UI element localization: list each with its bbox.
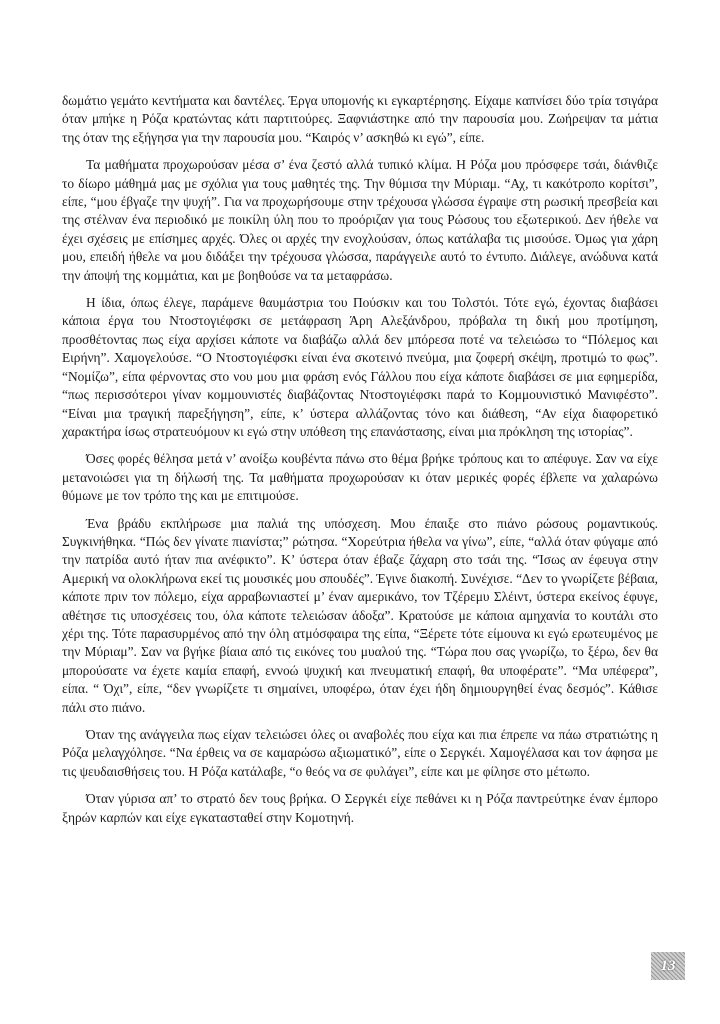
paragraph-7: Όταν γύρισα απ’ το στρατό δεν τους βρήκα. Ο Σεργκέι είχε πεθάνει κι η Ρόζα παντρεύτηκε έναν έμπορο ξηρών καρπών και είχε εγκατασταθεί στην Κομοτηνή.: [62, 791, 658, 825]
paragraph-4: Όσες φορές θέλησα μετά ν’ ανοίξω κουβέντα πάνω στο θέμα βρήκε τρόπους και το απέφυγε. Σαν να είχε μετανοιώσει για τη δήλωσή της. Τα μαθήματα προχωρούσαν κι όταν μερικές φορές έβλεπε να χαλαρώνω θύμωνε με τον τρόπο της και με επιτιμούσε.: [62, 451, 658, 504]
page-number-box: [651, 952, 685, 980]
paragraph-2: Τα μαθήματα προχωρούσαν μέσα σ’ ένα ζεστό αλλά τυπικό κλίμα. Η Ρόζα μου πρόσφερε τσάι, διάνθιζε το δίωρο μάθημά μας με σχόλια για τους μαθητές της. Την θύμισα την Μύριαμ. “Αχ, τι κακότροπο κορίτσι”, είπε, “μου έβγαζε την ψυχή”. Για να προχωρήσουμε στην τρέχουσα γλώσσα έγραψε στη ρωσική πρεσβεία και της στέλναν ένα περιοδικό με ποικίλη ύλη που το προόριζαν για τους Ρώσους του εξωτερικού. Δεν ήθελε να έχει σχέσεις με επίσημες αρχές. Όλες οι αρχές την ενοχλούσαν, όπως κατάλαβα τις μισούσε. Όμως για χάρη μου, επειδή ήθελε να μου διδάξει την τρέχουσα γλώσσα, παράγγειλε αυτό το έντυπο. Διάλεγε, ανώδυνα κατά την άποψή της κομμάτια, και με βοηθούσε να τα μεταφράσω.: [62, 157, 658, 283]
paragraph-1: δωμάτιο γεμάτο κεντήματα και δαντέλες. Έργα υπομονής κι εγκαρτέρησης. Είχαμε καπνίσει δύο τρία τσιγάρα όταν μπήκε η Ρόζα κρατώντας κάτι παρτιτούρες. Ξαφνιάστηκε από την παρουσία μου. Ζωήρεψαν τα μάτια της όταν της εξήγησα για την παρουσία μου. “Καιρός ν’ ασκηθώ κι εγώ”, είπε.: [62, 93, 658, 145]
page-number: 13: [660, 957, 676, 974]
paragraph-3: Η ίδια, όπως έλεγε, παράμενε θαυμάστρια του Πούσκιν και του Τολστόι. Τότε εγώ, έχοντας διαβάσει κάποια έργα του Ντοστογιέφσκι σε μετάφραση Άρη Αλεξάνδρου, πρόβαλα τη δική μου προτίμηση, προσθέτοντας πως είχα αρχίσει κάποτε να διαβάζω αλλά δεν μπόρεσα ποτέ να τελειώσω το “Πόλεμος και Ειρήνη”. Χαμογελούσε. “Ο Ντοστογιέφσκι είναι ένα σκοτεινό πνεύμα, μια ζοφερή σκέψη, προτιμώ το φως”. “Νομίζω”, είπα φέρνοντας στο νου μου μια φράση ενός Γάλλου που είχα κάποτε διαβάσει σε μια εφημερίδα, “πως περισσότεροι γίναν κομμουνιστές διαβάζοντας Ντοστογιέφσκι παρά το Κομμουνιστικό Μανιφέστο”. “Είναι μια τραγική παρεξήγηση”, είπε, κ’ ύστερα αλλάζοντας τόνο και διάθεση, “Αν είχα διαφορετικό χαρακτήρα ίσως στρατευόμουν κι εγώ στην υπόθεση της επανάστασης, είναι μια πρόκληση της ιστορίας”.: [62, 295, 658, 439]
page-body: [62, 92, 658, 836]
paragraph-6: Όταν της ανάγγειλα πως είχαν τελειώσει όλες οι αναβολές που είχα και πια έπρεπε να πάω στρατιώτης η Ρόζα μελαγχόλησε. “Να έρθεις να σε καμαρώσω αξιωματικό”, είπε ο Σεργκέι. Χαμογέλασα και τον άφησα με τις ψευδαισθήσεις του. Η Ρόζα κατάλαβε, “ο θεός να σε φυλάγει”, είπε και με φίλησε στο μέτωπο.: [62, 727, 658, 779]
paragraph-5: Ένα βράδυ εκπλήρωσε μια παλιά της υπόσχεση. Μου έπαιξε στο πιάνο ρώσους ρομαντικούς. Συγκινήθηκα. “Πώς δεν γίνατε πιανίστα;” ρώτησα. “Χορεύτρια ήθελα να γίνω”, είπε, “αλλά όταν φύγαμε από την πατρίδα αυτό ήταν πια ανέφικτο”. Κ’ ύστερα όταν έβαζε ζάχαρη στο τσάι της. “Ίσως αν έφευγα στην Αμερική να ολοκλήρωνα εκεί τις μουσικές μου σπουδές”. Έγινε διακοπή. Συνέχισε. “Δεν το γνωρίζετε βέβαια, κάποτε πριν τον πόλεμο, είχα αρραβωνιαστεί μ’ έναν αμερικάνο, τον Τζέρεμυ Σλέιντ, ύστερα εκείνος έφυγε, αθέτησε τις υποσχέσεις του, όλα κάποτε τελειώσαν άδοξα”. Κρατούσε με κάποια αμηχανία το κουτάλι στο χέρι της. Τότε παρασυρμένος από την όλη ατμόσφαιρα της είπα, “Ξέρετε τότε είμουνα κι εγώ ερωτευμένος με την Μύριαμ”. Σαν να βγήκε βίαια από τις εικόνες του μυαλού της. “Τώρα που σας γνωρίζω, το ξέρω, δεν θα μπορούσατε να έχετε καμία επαφή, εννοώ ψυχική και πνευματική επαφή, θα υποφέρατε”. “Μα υπέφερα”, είπα. “ Όχι”, είπε, “δεν γνωρίζετε τι σημαίνει, υποφέρω, όταν έχει ήδη δημιουργηθεί ένας δεσμός”. Κάθισε πάλι στο πιάνο.: [62, 515, 658, 715]
